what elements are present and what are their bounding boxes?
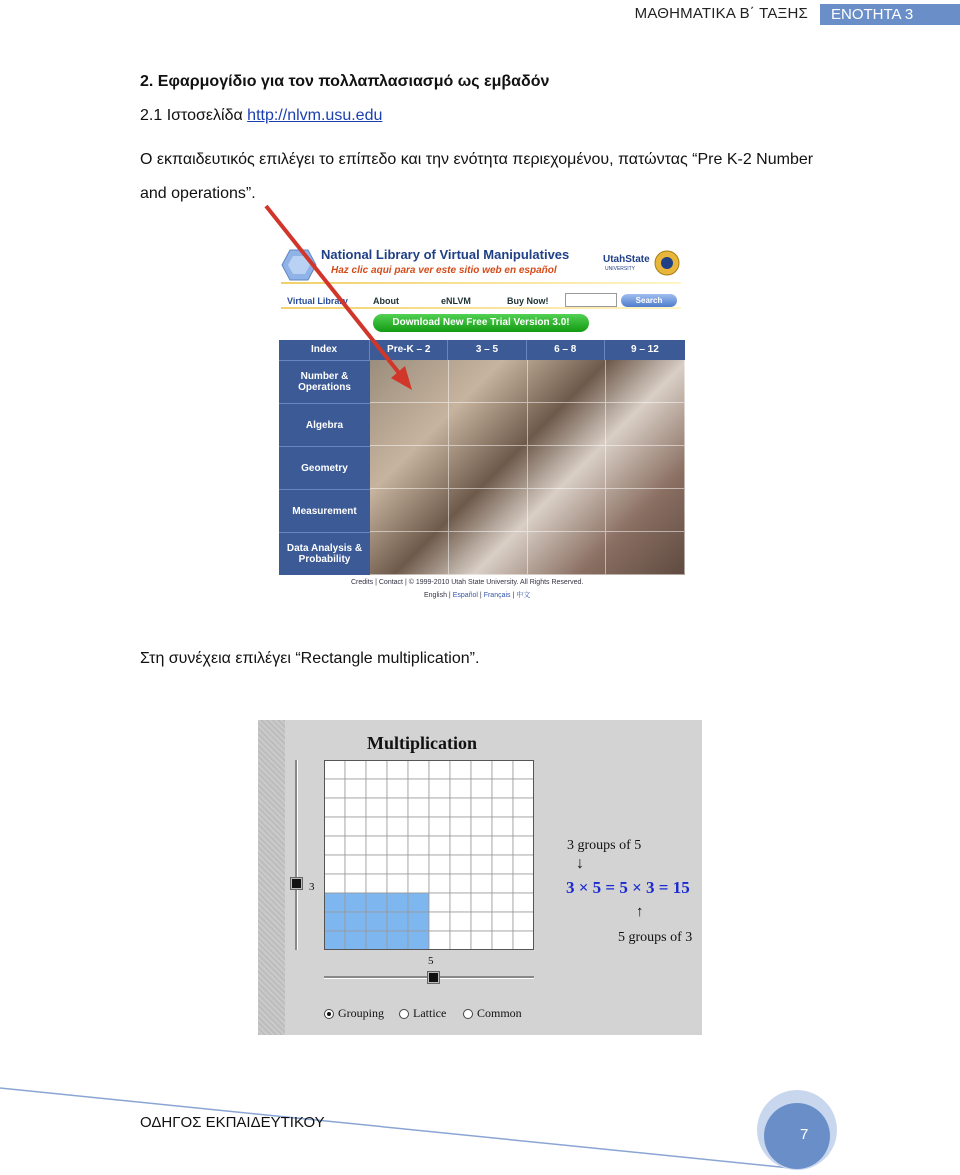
- photo-cell[interactable]: [528, 360, 607, 403]
- grid-cell[interactable]: [408, 779, 429, 798]
- photo-cell[interactable]: [449, 532, 528, 575]
- grid-cell[interactable]: [429, 893, 450, 912]
- grid-cell[interactable]: [492, 912, 513, 931]
- grid-cell[interactable]: [492, 798, 513, 817]
- grid-cell[interactable]: [387, 779, 408, 798]
- grid-cell[interactable]: [366, 779, 387, 798]
- category-number-operations[interactable]: Number & Operations: [279, 360, 370, 403]
- grid-cell[interactable]: [429, 912, 450, 931]
- grid-cell[interactable]: [450, 798, 471, 817]
- grid-cell[interactable]: [408, 874, 429, 893]
- grid-cell-filled[interactable]: [324, 931, 345, 950]
- grid-cell[interactable]: [492, 760, 513, 779]
- grid-cell-filled[interactable]: [366, 893, 387, 912]
- grid-cell-filled[interactable]: [345, 931, 366, 950]
- section-title: 2. Εφαρμογίδιο για τον πολλαπλασιασμό ως εμβαδόν: [140, 73, 550, 90]
- photo-cell[interactable]: [370, 446, 449, 489]
- grid-cell[interactable]: [429, 798, 450, 817]
- grid-cell[interactable]: [471, 931, 492, 950]
- grid-cell-filled[interactable]: [408, 912, 429, 931]
- nlvm-title: National Library of Virtual Manipulatives: [321, 247, 570, 262]
- nlvm-language-links: English | Español | Français | 中文: [424, 592, 531, 599]
- grid-cell[interactable]: [324, 836, 345, 855]
- grid-cell[interactable]: [471, 912, 492, 931]
- category-measurement[interactable]: Measurement: [279, 489, 370, 532]
- photo-cell[interactable]: [606, 446, 685, 489]
- grid-cell[interactable]: [408, 855, 429, 874]
- grid-cell-filled[interactable]: [324, 893, 345, 912]
- grid-cell[interactable]: [408, 836, 429, 855]
- grid-cell[interactable]: [387, 874, 408, 893]
- grid-cell[interactable]: [492, 855, 513, 874]
- nav-enlvm[interactable]: eNLVM: [441, 296, 471, 306]
- grid-cell[interactable]: [513, 817, 534, 836]
- photo-cell[interactable]: [606, 403, 685, 446]
- grid-cell[interactable]: [513, 836, 534, 855]
- nlvm-footer-credits: Credits | Contact | © 1999-2010 Utah State University. All Rights Reserved.: [351, 579, 584, 586]
- grid-cell[interactable]: [450, 760, 471, 779]
- grid-cell[interactable]: [513, 855, 534, 874]
- grid-cell[interactable]: [429, 874, 450, 893]
- option-grouping[interactable]: [324, 1006, 384, 1021]
- grid-cell[interactable]: [471, 874, 492, 893]
- grid-cell[interactable]: [471, 779, 492, 798]
- university-name: UtahState: [603, 254, 650, 265]
- grade-tab-6-8[interactable]: 6 – 8: [527, 340, 605, 360]
- grid-cell[interactable]: [492, 779, 513, 798]
- applet-title: Multiplication: [367, 733, 478, 753]
- download-button[interactable]: Download New Free Trial Version 3.0!: [373, 314, 589, 332]
- equation: 3 × 5 = 5 × 3 = 15: [566, 878, 690, 897]
- photo-cell[interactable]: [606, 360, 685, 403]
- grid-cell[interactable]: [366, 855, 387, 874]
- grid-cell[interactable]: [366, 817, 387, 836]
- grid-cell-filled[interactable]: [387, 931, 408, 950]
- grid-cell[interactable]: [429, 931, 450, 950]
- instruction-paragraph-2: Στη συνέχεια επιλέγει “Rectangle multiplication”.: [140, 650, 480, 667]
- grid-cell[interactable]: [408, 760, 429, 779]
- grid-cell[interactable]: [324, 874, 345, 893]
- photo-cell[interactable]: [528, 446, 607, 489]
- option-common[interactable]: [463, 1006, 522, 1021]
- grid-cell[interactable]: [429, 855, 450, 874]
- cols-slider-thumb[interactable]: [427, 971, 440, 984]
- photo-cell[interactable]: [449, 489, 528, 532]
- grid-cell[interactable]: [471, 817, 492, 836]
- photo-cell[interactable]: [449, 360, 528, 403]
- grid-cell[interactable]: [387, 798, 408, 817]
- grid-cell[interactable]: [324, 817, 345, 836]
- photo-cell[interactable]: [370, 403, 449, 446]
- grid-cell-filled[interactable]: [345, 893, 366, 912]
- photo-cell[interactable]: [528, 532, 607, 575]
- grid-cell[interactable]: [513, 874, 534, 893]
- lang-francais[interactable]: Français: [483, 592, 511, 599]
- grid-cell[interactable]: [366, 760, 387, 779]
- radio-common[interactable]: [463, 1009, 473, 1019]
- grid-cell-filled[interactable]: [387, 893, 408, 912]
- grade-tab-prek-2[interactable]: Pre-K – 2: [370, 340, 448, 360]
- arrow-down-icon: ↓: [576, 855, 584, 872]
- university-sub: UNIVERSITY: [605, 266, 636, 272]
- grid-cell[interactable]: [345, 855, 366, 874]
- multiplication-applet: [258, 720, 702, 1035]
- grid-cell-filled[interactable]: [387, 912, 408, 931]
- grid-cell[interactable]: [492, 836, 513, 855]
- label-groups-bottom: 5 groups of 3: [618, 930, 693, 945]
- grid-cell[interactable]: [345, 760, 366, 779]
- grid-cell[interactable]: [471, 855, 492, 874]
- grid-cell[interactable]: [345, 798, 366, 817]
- photo-cell[interactable]: [449, 403, 528, 446]
- grid-cell[interactable]: [471, 798, 492, 817]
- lang-espanol[interactable]: Español: [452, 592, 478, 599]
- grid-cell[interactable]: [492, 893, 513, 912]
- grade-tab-3-5[interactable]: 3 – 5: [448, 340, 526, 360]
- subsection-heading: [140, 107, 382, 125]
- option-common-label: Common: [477, 1006, 522, 1020]
- grid-cell[interactable]: [387, 817, 408, 836]
- lang-english[interactable]: English: [424, 592, 447, 599]
- grid-cell[interactable]: [345, 817, 366, 836]
- photo-cell[interactable]: [606, 532, 685, 575]
- nlvm-link[interactable]: http://nlvm.usu.edu: [247, 107, 383, 124]
- grid-cell[interactable]: [513, 893, 534, 912]
- grid-cell-filled[interactable]: [408, 893, 429, 912]
- category-data-analysis[interactable]: Data Analysis & Probability: [279, 532, 370, 575]
- grid-cell[interactable]: [387, 760, 408, 779]
- grid-cell[interactable]: [492, 931, 513, 950]
- grid-cell[interactable]: [429, 779, 450, 798]
- photo-cell[interactable]: [528, 489, 607, 532]
- nlvm-search-input[interactable]: [565, 293, 617, 307]
- grid-cell[interactable]: [324, 779, 345, 798]
- grid-cell[interactable]: [450, 874, 471, 893]
- rows-slider-thumb[interactable]: [290, 877, 303, 890]
- grid-cell-filled[interactable]: [345, 912, 366, 931]
- photo-cell[interactable]: [528, 403, 607, 446]
- grid-cell[interactable]: [366, 874, 387, 893]
- nav-buy-now[interactable]: Buy Now!: [507, 296, 549, 306]
- grid-cell[interactable]: [324, 760, 345, 779]
- multiplication-grid[interactable]: [324, 760, 534, 950]
- grid-cell[interactable]: [429, 817, 450, 836]
- lang-chinese[interactable]: 中文: [516, 592, 531, 599]
- applet-side-strip: [258, 720, 285, 1035]
- grid-cell[interactable]: [450, 893, 471, 912]
- grid-cell[interactable]: [429, 760, 450, 779]
- grid-cell[interactable]: [408, 817, 429, 836]
- grid-cell[interactable]: [324, 798, 345, 817]
- grid-cell[interactable]: [450, 912, 471, 931]
- grid-cell[interactable]: [471, 893, 492, 912]
- grid-cell[interactable]: [513, 931, 534, 950]
- grid-cell[interactable]: [471, 836, 492, 855]
- grid-cell[interactable]: [450, 836, 471, 855]
- arrow-up-icon: ↑: [636, 904, 644, 920]
- grid-cell[interactable]: [345, 836, 366, 855]
- nlvm-search-button[interactable]: Search: [621, 294, 677, 307]
- grid-cell[interactable]: [471, 760, 492, 779]
- option-grouping-label: Grouping: [338, 1006, 384, 1020]
- rows-value: 3: [309, 881, 315, 893]
- label-groups-top: 3 groups of 5: [567, 838, 642, 853]
- grid-cell-filled[interactable]: [366, 931, 387, 950]
- grade-tab-index[interactable]: Index: [279, 340, 370, 360]
- grid-cell[interactable]: [492, 817, 513, 836]
- grid-cell-filled[interactable]: [408, 931, 429, 950]
- rows-slider-track[interactable]: [295, 760, 298, 950]
- radio-grouping[interactable]: [324, 1009, 334, 1019]
- grid-cell[interactable]: [513, 760, 534, 779]
- footer-guide-title: ΟΔΗΓΟΣ ΕΚΠΑΙΔΕΥΤΙΚΟΥ: [140, 1114, 325, 1131]
- grid-cell[interactable]: [513, 798, 534, 817]
- photo-cell[interactable]: [370, 489, 449, 532]
- grid-cell[interactable]: [450, 931, 471, 950]
- category-geometry[interactable]: Geometry: [279, 446, 370, 489]
- header-subject: ΜΑΘΗΜΑΤΙΚΑ Β΄ ΤΑΞΗΣ: [634, 5, 808, 22]
- university-seal-icon: [653, 249, 681, 277]
- grid-cell[interactable]: [408, 798, 429, 817]
- cols-value: 5: [428, 955, 434, 967]
- instruction-paragraph-1: Ο εκπαιδευτικός επιλέγει το επίπεδο και την ενότητα περιεχομένου, πατώντας “Pre K-2 Number and operations”.: [140, 151, 814, 202]
- spanish-link[interactable]: Haz clic aqui para ver este sitio web en español: [331, 265, 557, 276]
- page-number: 7: [800, 1126, 809, 1143]
- grid-cell[interactable]: [345, 874, 366, 893]
- option-lattice-label: Lattice: [413, 1006, 447, 1020]
- red-pointer-arrow-icon: [255, 200, 425, 400]
- grid-cell[interactable]: [387, 855, 408, 874]
- photo-cell[interactable]: [370, 532, 449, 575]
- photo-cell[interactable]: [449, 446, 528, 489]
- option-lattice[interactable]: [399, 1006, 446, 1021]
- subsection-prefix: 2.1 Ιστοσελίδα: [140, 107, 248, 124]
- header-unit-badge: ΕΝΟΤΗΤΑ 3: [820, 4, 960, 25]
- grid-cell[interactable]: [345, 779, 366, 798]
- nav-about[interactable]: About: [373, 296, 399, 306]
- photo-cell[interactable]: [606, 489, 685, 532]
- grid-cell[interactable]: [450, 817, 471, 836]
- grid-cell[interactable]: [366, 798, 387, 817]
- grid-cell[interactable]: [387, 836, 408, 855]
- grid-cell-filled[interactable]: [324, 912, 345, 931]
- nav-virtual-library[interactable]: Virtual Library: [287, 296, 348, 306]
- category-algebra[interactable]: Algebra: [279, 403, 370, 446]
- grid-cell[interactable]: [324, 855, 345, 874]
- grid-cell[interactable]: [429, 836, 450, 855]
- grade-tab-9-12[interactable]: 9 – 12: [605, 340, 685, 360]
- grid-cell-filled[interactable]: [366, 912, 387, 931]
- grid-cell[interactable]: [450, 855, 471, 874]
- grid-cell[interactable]: [513, 779, 534, 798]
- radio-lattice[interactable]: [399, 1009, 409, 1019]
- grid-cell[interactable]: [492, 874, 513, 893]
- grid-cell[interactable]: [513, 912, 534, 931]
- grid-cell[interactable]: [450, 779, 471, 798]
- grid-cell[interactable]: [366, 836, 387, 855]
